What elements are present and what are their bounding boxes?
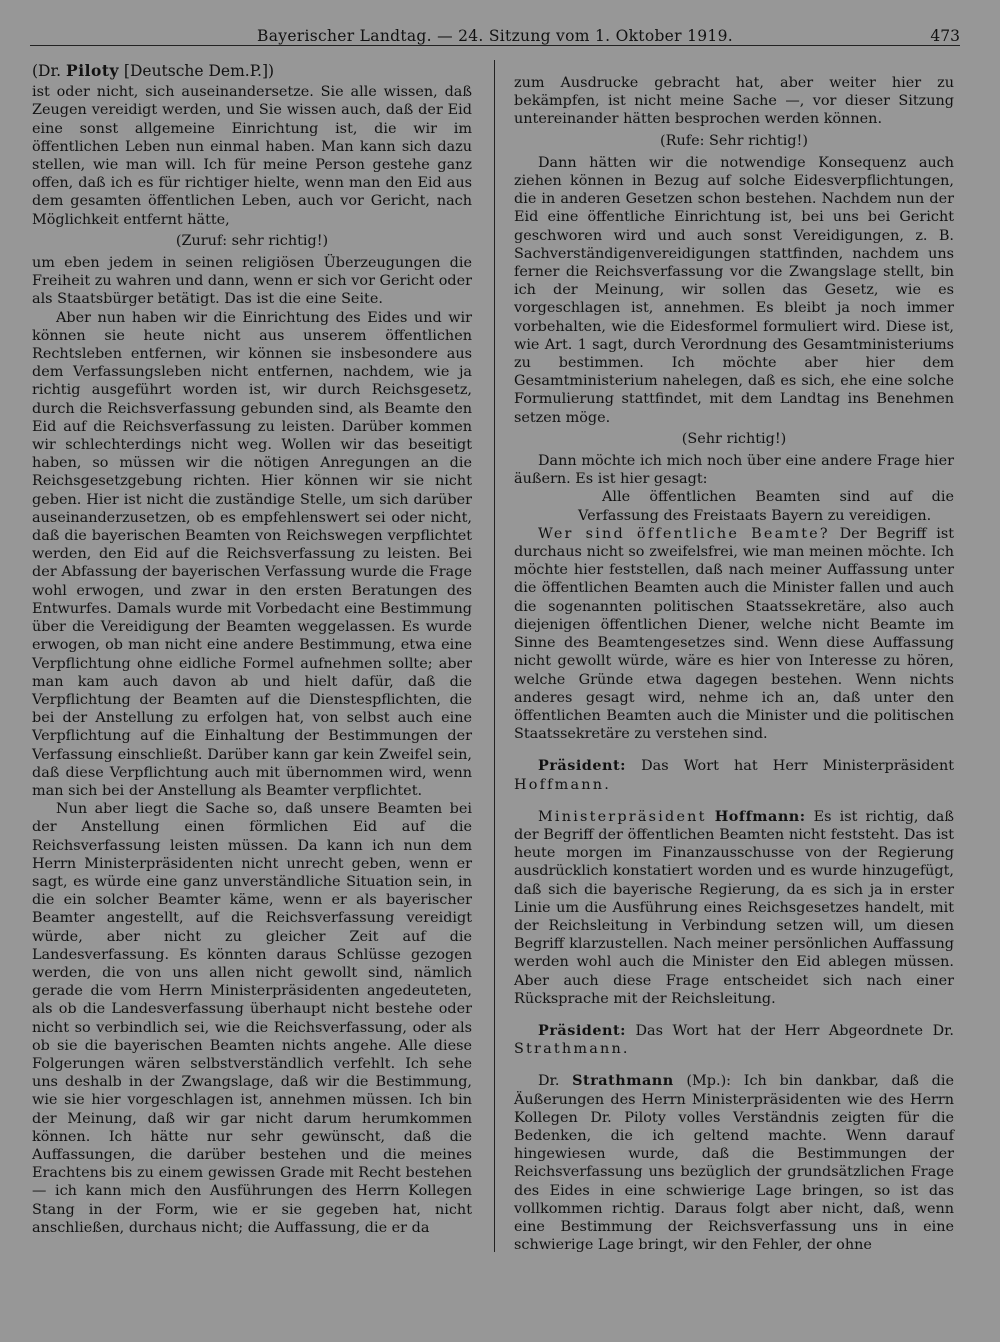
called-speaker-name: Hoffmann. bbox=[514, 776, 612, 793]
speaker-text: Ich bin dankbar, daß die Äußerungen des Herrn Ministerpräsidenten wie des Herrn Kollegen Dr. Piloty volles Verständnis zeigten für die Bedenken, die ich geltend machte. Wenn darauf hingewiesen wurde, daß die Bestimmungen der Reichsverfassung uns bezüglich der grundsätzlichen Frage des Eides in eine schwierige Lage bringen, so ist das vollkommen richtig. Daraus folgt aber nicht, daß, wenn eine Bestimmung der Reichsverfassung uns in eine schwierige Lage bringt, wir den Fehler, der ohne bbox=[514, 1073, 954, 1254]
header-rule bbox=[30, 45, 960, 46]
president-text: Das Wort hat Herr Ministerpräsident bbox=[625, 758, 954, 775]
paragraph: zum Ausdrucke gebracht hat, aber weiter hier zu bekämpfen, ist nicht meine Sache —, vor dieser Sitzung untereinander hätten besprochen werden können. bbox=[514, 75, 954, 128]
called-speaker-name: Strathmann. bbox=[514, 1041, 630, 1058]
header-title: Bayerischer Landtag. — 24. Sitzung vom 1. Oktober 1919. bbox=[257, 27, 733, 45]
speaker-party: [Deutsche Dem.P.]) bbox=[123, 62, 275, 80]
paragraph: Dann hätten wir die notwendige Konsequenz auch ziehen können in Bezug auf solche Eidesverpflichtungen, die in anderen Gesetzen schon bestehen. Nachdem nun der Eid eine öffentliche Einrichtung ist, bei uns bei Gericht geschworen wird und auch sonst Vereidigungen, z. B. Sachverständigenvereidigungen stattfinden, nachdem uns ferner die Reichsverfassung vor die Zwangslage stellt, bin ich der Meinung, wir sollen das Gesetz, wie es vorgeschlagen ist, annehmen. Es bleibt ja noch immer vorbehalten, wie die Eidesformel formuliert wird. Diese ist, wie Art. 1 sagt, durch Verordnung des Gesamtministeriums zu bestimmen. Ich möchte aber hier dem Gesamtministerium nahelegen, daß es sich, ehe eine solche Formulierung stattfindet, mit dem Landtag ins Benehmen setzen möge. bbox=[514, 154, 954, 426]
minister-title: Ministerpräsident bbox=[538, 808, 707, 825]
left-column bbox=[32, 62, 472, 1237]
speaker-prefix: (Dr. bbox=[32, 62, 62, 80]
president-statement bbox=[514, 1022, 954, 1058]
column-divider bbox=[494, 60, 495, 1252]
page-number: 473 bbox=[930, 27, 960, 45]
speaker-name: Piloty bbox=[66, 61, 119, 80]
paragraph: um eben jedem in seinen religiösen Überzeugungen die Freiheit zu wahren und dann, wenn er sich vor Gericht oder als Staatsbürger betätigt. Das ist die eine Seite. bbox=[32, 255, 472, 308]
paragraph: Dann möchte ich mich noch über eine andere Frage hier äußern. Es ist hier gesagt: bbox=[514, 453, 954, 488]
interjection: (Rufe: Sehr richtig!) bbox=[660, 132, 808, 149]
right-column bbox=[514, 74, 954, 1254]
president-label: Präsident: bbox=[538, 1021, 626, 1039]
president-statement bbox=[514, 757, 954, 793]
speaker-heading bbox=[32, 62, 472, 80]
paragraph bbox=[514, 525, 954, 743]
speaker-statement bbox=[514, 1072, 954, 1254]
minister-name: Hoffmann: bbox=[714, 807, 806, 825]
speaker-party: (Mp.): bbox=[673, 1073, 732, 1090]
interjection: (Zuruf: sehr richtig!) bbox=[175, 232, 329, 249]
paragraph-text: Der Begriff ist durchaus nicht so zweifelsfrei, wie man meinen möchte. Ich möchte hier feststellen, daß nach meiner Auffassung unter die öffentlichen Beamten auch die Minister fallen und auch die sogenannten politischen Staatssekretäre, also auch diejenigen öffentlichen Diener, welche nicht Beamte im Sinne des Beamtengesetzes sind. Wenn diese Auffassung nicht gewollt würde, wäre es hier von Interesse zu hören, welche Gründe etwa dagegen bestehen. Wenn nichts anderes gesagt wird, nehme ich an, daß unter den öffentlichen Beamten auch die Minister und die politischen Staatssekretäre zu verstehen sind. bbox=[514, 525, 954, 743]
president-text: Das Wort hat der Herr Abgeordnete Dr. bbox=[625, 1022, 954, 1039]
paragraph: Aber nun haben wir die Einrichtung des Eides und wir können sie heute nicht aus unserem öffentlichen Rechtsleben entfernen, wir können sie insbesondere aus dem Verfassungsleben nicht entfernen, nachdem, wie ja richtig ausgeführt worden ist, wir durch Reichsgesetz, durch die Reichsverfassung gebunden sind, als Beamte den Eid auf die Reichsverfassung zu leisten. Darüber kommen wir schlechterdings nicht weg. Wollen wir das beseitigt haben, so müssen wir die nötigen Anregungen an die Reichsgesetzgebung richten. Hier können wir sie nicht geben. Hier ist nicht die zuständige Stelle, um sich darüber auseinanderzusetzen, ob es empfehlenswert sei oder nicht, daß die bayerischen Beamten von Reichswegen verpflichtet werden, den Eid auf die Reichsverfassung zu leisten. Bei der Abfassung der bayerischen Verfassung wurde die Frage wohl erwogen, und zwar in den ersten Beratungen des Entwurfes. Damals wurde mit Vorbedacht eine Bestimmung über die Vereidigung der Beamten weggelassen. Es wurde erwogen, ob man nicht eine andere Bestimmung, etwa eine Verpflichtung ohne eidliche Formel aufnehmen sollte; aber man kam auch davon ab und hielt dafür, daß die Verpflichtung der Beamten auf die Dienstespflichten, die bei der Anstellung zu erfolgen hat, von selbst auch eine Verpflichtung auf die Einhaltung der Bestimmungen der Verfassung einschließt. Darüber kann gar kein Zweifel sein, daß diese Verpflichtung auch mit übernommen wird, wenn man sich bei der Anstellung als Beamter verpflichtet. bbox=[32, 309, 472, 799]
speaker-name: Strathmann bbox=[572, 1072, 674, 1090]
interjection: (Sehr richtig!) bbox=[681, 430, 787, 447]
paragraph: Nun aber liegt die Sache so, daß unsere Beamten bei der Anstellung einen förmlichen Eid auf die Reichsverfassung leisten müssen. Da kann ich nun dem Herrn Ministerpräsidenten nicht unrecht geben, wenn er sagt, es würde eine ganz unverständliche Situation sein, in die ein solcher Beamter käme, wenn er als bayerischer Beamter angestellt, auf die Reichsverfassung vereidigt würde, aber nicht zu gleicher Zeit auf die Landesverfassung. Es könnten daraus Schlüsse gezogen werden, die von uns allen nicht gewollt sind, nämlich gerade die vom Herrn Ministerpräsidenten angedeuteten, als ob die Landesverfassung überhaupt nicht bestehe oder nicht so verbindlich sei, wie die Reichsverfassung, oder als ob sie die bayerischen Beamten nichts angehe. Alle diese Folgerungen wären selbstverständlich verfehlt. Ich sehe uns deshalb in der Zwangslage, daß wir die Bestimmung, wie sie hier vorgeschlagen ist, annehmen müssen. Ich bin der Meinung, daß wir gar nicht darum herumkommen können. Ich hätte nur sehr gewünscht, daß die Auffassungen, die darüber bestehen und die meines Erachtens bis zu einem gewissen Grade mit Recht bestehen — ich kann mich den Ausführungen des Herrn Kollegen Stang in der Form, wie er sie gegeben hat, nicht anschließen, durchaus nicht; die Auffassung, die er da bbox=[32, 801, 472, 1236]
minister-text: Es ist richtig, daß der Begriff der öffentlichen Beamten nicht feststeht. Das ist heute morgen im Finanzausschusse von der Regierung ausdrücklich konstatiert worden und es wurde hinzugefügt, daß sich die bayerische Regierung, da es sich ja in erster Linie um die Ausführung eines Reichsgesetzes handelt, mit der Reichsleitung in Verbindung setzen will, um diesen Begriff klarzustellen. Nach meiner persönlichen Auffassung werden wohl auch die Minister den Eid ablegen müssen. Aber auch diese Frage entscheidet sich nach einer Rücksprache mit der Reichsleitung. bbox=[514, 808, 954, 1007]
president-label: Präsident: bbox=[538, 757, 626, 775]
quoted-text: Alle öffentlichen Beamten sind auf die Verfassung des Freistaats Bayern zu vereidigen. bbox=[578, 489, 954, 524]
speaker-prefix: Dr. bbox=[538, 1073, 560, 1090]
paragraph: ist oder nicht, sich auseinandersetze. Sie alle wissen, daß Zeugen vereidigt werden, und Sie wissen auch, daß der Eid eine sonst allgemeine Einrichtung ist, die wir im öffentlichen Leben nun einmal haben. Man kann sich dazu stellen, wie man will. Ich für meine Person gestehe ganz offen, daß ich es für richtiger hielte, wenn man den Eid aus dem gesamten öffentlichen Leben, auch vor Gericht, nach Möglichkeit entfernt hätte, bbox=[32, 84, 472, 228]
emphasized-question: Wer sind öffentliche Beamte? bbox=[538, 525, 830, 542]
minister-statement bbox=[514, 808, 954, 1008]
